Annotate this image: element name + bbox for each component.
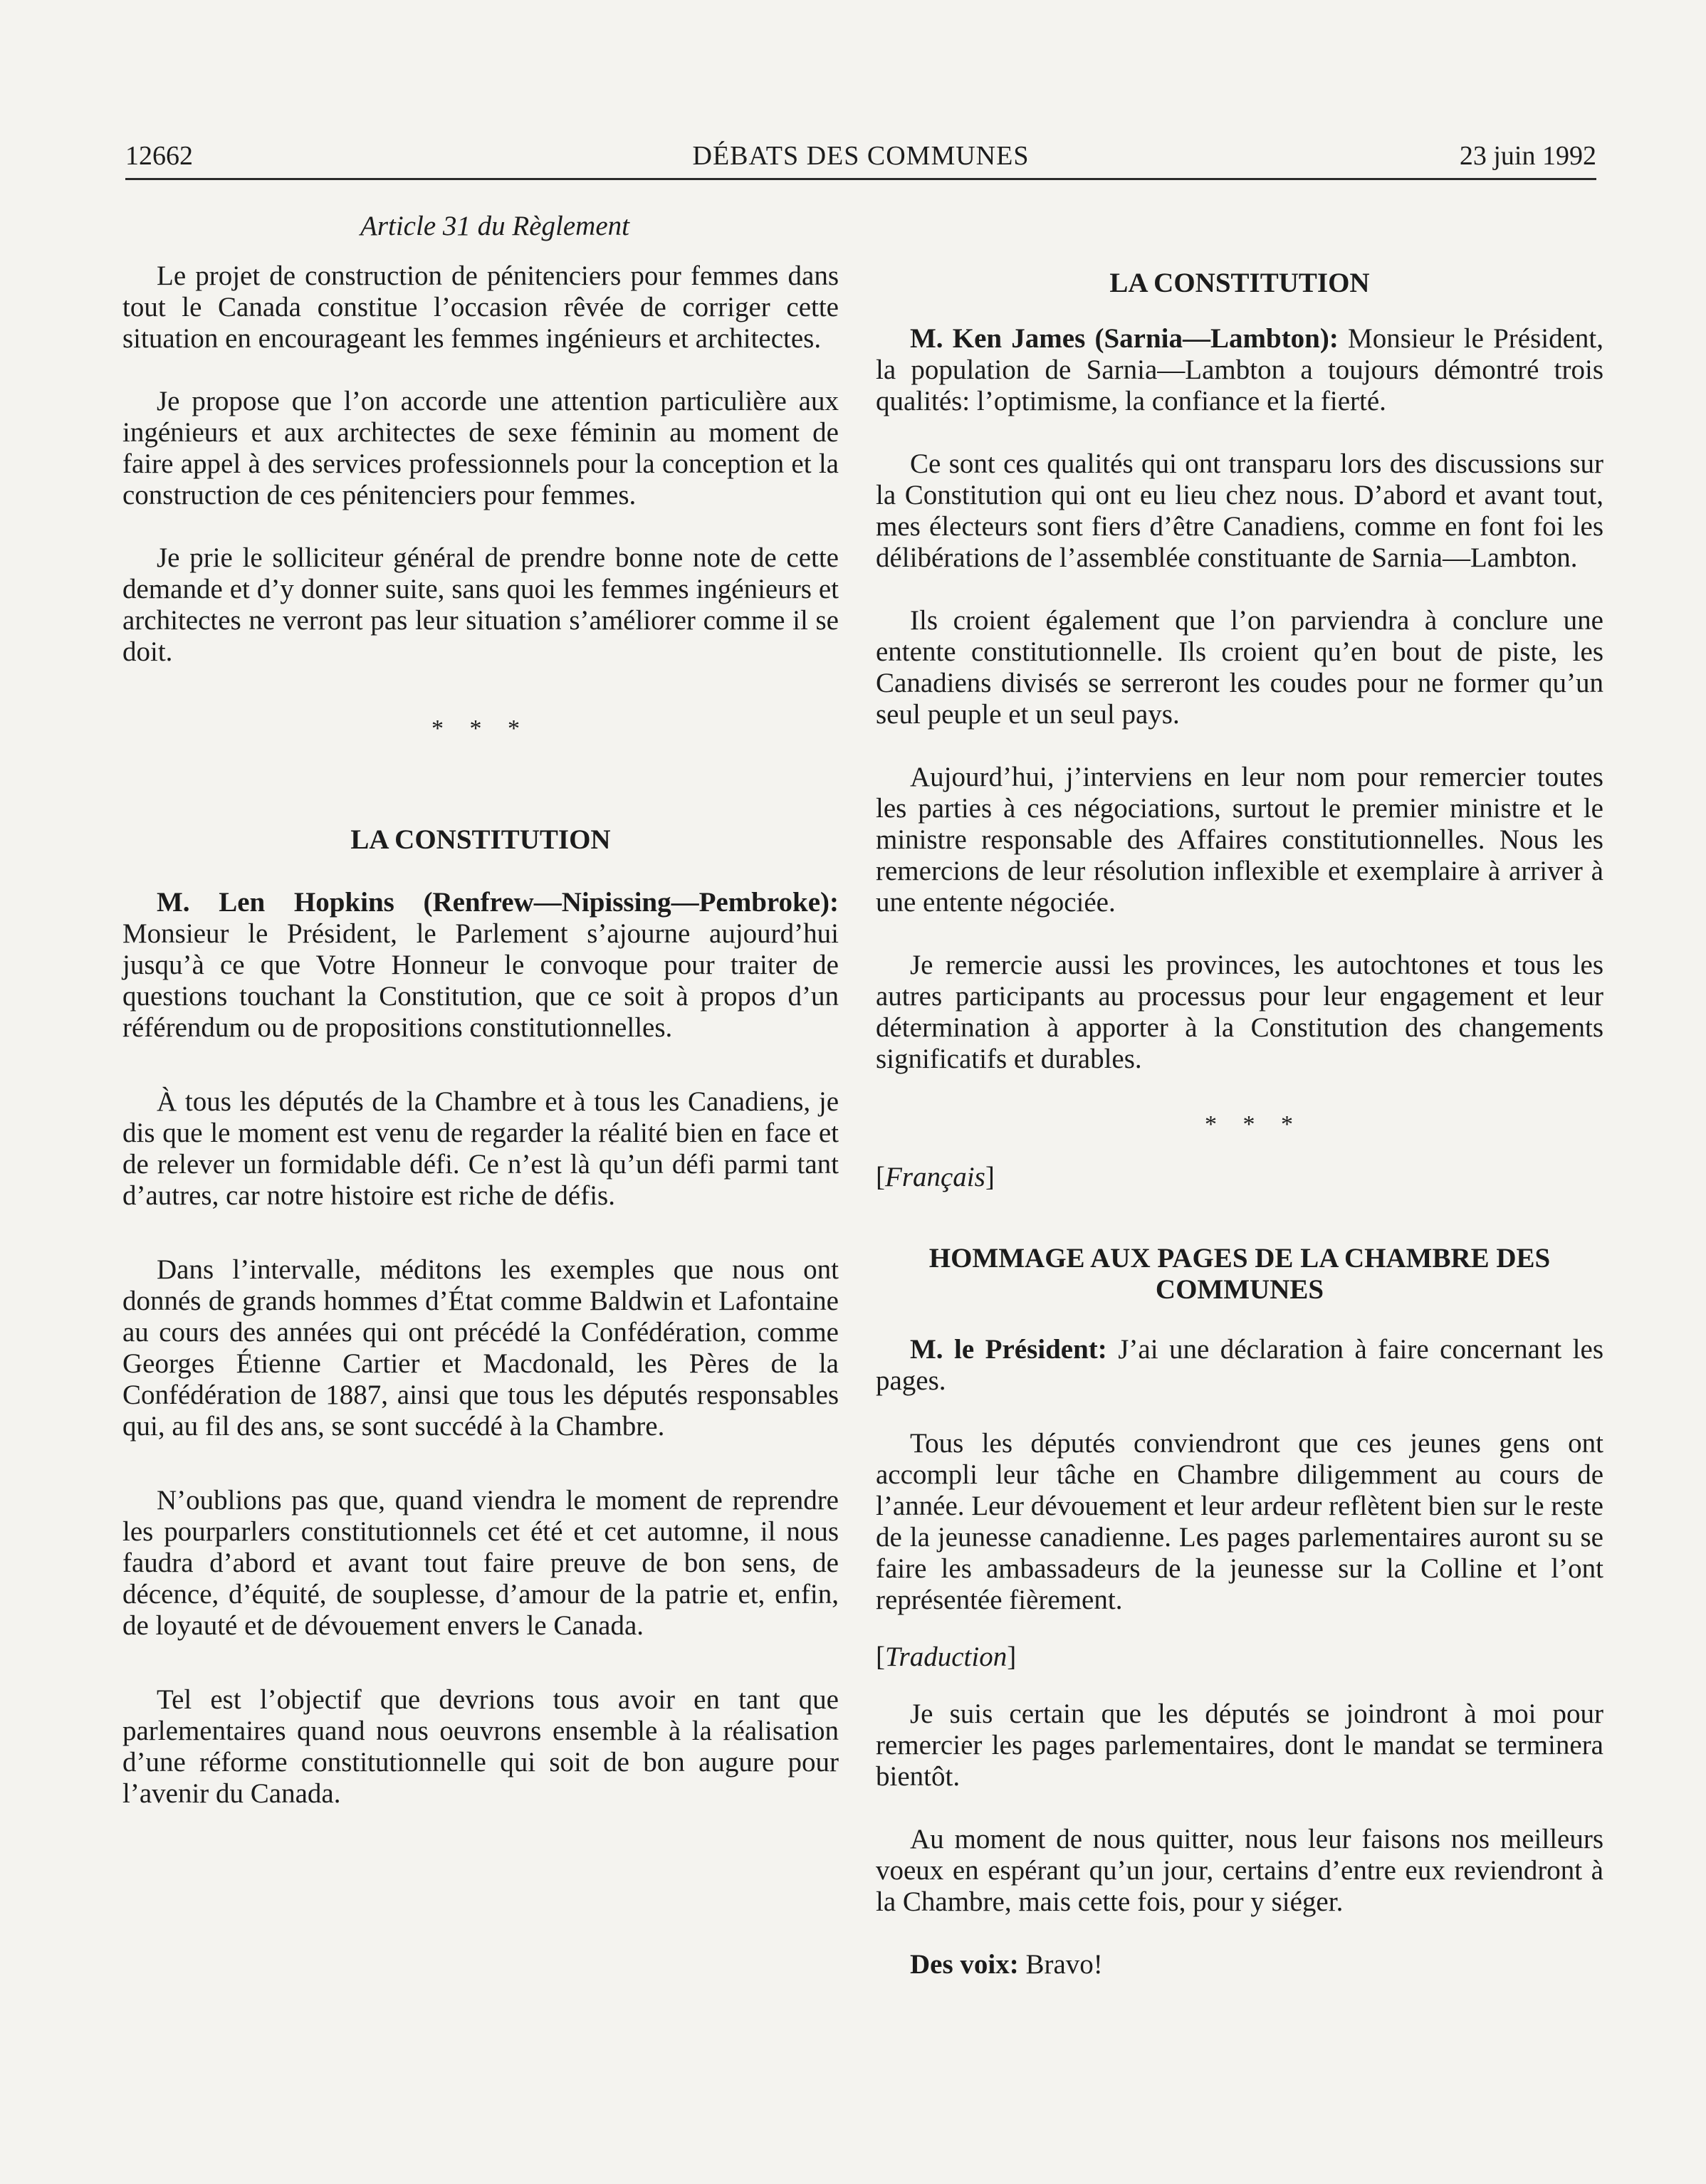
speech-text: Monsieur le Président, le Parlement s’ajourne aujourd’hui jusqu’à ce que Votre Honneur le convoque pour traiter de questions touchant la Constitution, que ce soit à propos d’un référendum ou de propositions constitutionnelles. (122, 918, 839, 1043)
right-column (876, 211, 1603, 1980)
paragraph: Le projet de construction de pénitenciers pour femmes dans tout le Canada constitue l’occasion rêvée de corriger cette situation en encourageant les femmes ingénieurs et architectes. (122, 261, 839, 354)
paragraph: Je remercie aussi les provinces, les autochtones et tous les autres participants au processus pour leur engagement et leur détermination à apporter à la Constitution des changements significatifs et durables. (876, 950, 1603, 1074)
speech-text: Monsieur le Président, la population de Sarnia—Lambton a toujours démontré trois qualités: l’optimisme, la confiance et la fierté. (876, 323, 1603, 416)
speech-paragraph (876, 1334, 1603, 1397)
paragraph: N’oublions pas que, quand viendra le moment de reprendre les pourparlers constitutionnels cet été et cet automne, il nous faudra d’abord et avant tout faire preuve de bon sens, de décence, d’équité, de souplesse, d’amour de la patrie et, enfin, de loyauté et de dévouement envers le Canada. (122, 1485, 839, 1641)
left-column (122, 211, 839, 1810)
speech-paragraph (876, 323, 1603, 417)
rule-reference: Article 31 du Règlement (360, 211, 629, 241)
publication-title: DÉBATS DES COMMUNES (692, 141, 1030, 171)
language-note: [Traduction] (876, 1642, 1017, 1672)
speaker-name: M. le Président: (910, 1334, 1107, 1365)
header-rule (125, 178, 1596, 180)
speaker-name: M. Len Hopkins (Renfrew—Nipissing—Pembroke): (157, 887, 839, 918)
page-number: 12662 (125, 141, 193, 171)
paragraph: Je prie le solliciteur général de prendre bonne note de cette demande et d’y donner suite, sans quoi les femmes ingénieurs et architectes ne verront pas leur situation s’améliorer comme il se doit. (122, 542, 839, 667)
speech-paragraph (122, 887, 839, 1044)
language-note: [Français] (876, 1162, 995, 1192)
paragraph: Ce sont ces qualités qui ont transparu lors des discussions sur la Constitution qui ont eu lieu chez nous. D’abord et avant tout, mes électeurs sont fiers d’être Canadiens, comme en font foi les délibérations de l’assemblée constituante de Sarnia—Lambton. (876, 448, 1603, 573)
paragraph: Ils croient également que l’on parviendra à conclure une entente constitutionnelle. Ils croient qu’en bout de piste, les Canadiens divisés se serreront les coudes pour ne former qu’un seul peuple et un seul pays. (876, 605, 1603, 730)
paragraph: Tel est l’objectif que devrions tous avoir en tant que parlementaires quand nous oeuvrons ensemble à la réalisation d’une réforme constitutionnelle qui soit de bon augure pour l’avenir du Canada. (122, 1684, 839, 1809)
speech-text: Bravo! (1018, 1949, 1103, 1980)
speech-text: J’ai une déclaration à faire concernant les pages. (876, 1334, 1604, 1396)
language-label: Traduction (885, 1642, 1008, 1672)
section-separator: * * * (1205, 1111, 1303, 1138)
speaker-name: M. Ken James (Sarnia—Lambton): (910, 323, 1339, 354)
paragraph: Au moment de nous quitter, nous leur faisons nos meilleurs voeux en espérant qu’un jour, certains d’entre eux reviendront à la Chambre, mais cette fois, pour y siéger. (876, 1824, 1603, 1917)
paragraph: Je propose que l’on accorde une attention particulière aux ingénieurs et aux architectes de sexe féminin au moment de faire appel à des services professionnels pour la conception et la construction de ces pénitenciers pour femmes. (122, 386, 839, 510)
publication-date: 23 juin 1992 (1459, 141, 1596, 171)
section-heading: LA CONSTITUTION (350, 824, 611, 855)
paragraph: Je suis certain que les députés se joindront à moi pour remercier les pages parlementaires, dont le mandat se terminera bientôt. (876, 1699, 1603, 1792)
page-header (125, 134, 1596, 178)
speech-paragraph (876, 1949, 1603, 1980)
paragraph: Tous les députés conviendront que ces jeunes gens ont accompli leur tâche en Chambre diligemment au cours de l’année. Leur dévouement et leur ardeur reflètent bien sur le reste de la jeunesse canadienne. Les pages parlementaires auront su se faire les ambassadeurs de la jeunesse sur la Colline et l’ont représentée fièrement. (876, 1428, 1603, 1615)
section-separator: * * * (431, 715, 530, 742)
paragraph: Aujourd’hui, j’interviens en leur nom pour remercier toutes les parties à ces négociations, surtout le premier ministre et le ministre responsable des Affaires constitutionnelles. Nous les remercions de leur résolution inflexible et exemplaire à arriver à une entente négociée. (876, 762, 1603, 918)
speaker-name: Des voix: (910, 1949, 1019, 1980)
paragraph: Dans l’intervalle, méditons les exemples que nous ont donnés de grands hommes d’État comme Baldwin et Lafontaine au cours des années qui ont précédé la Confédération, comme Georges Étienne Cartier et Macdonald, les Pères de la Confédération de 1887, ainsi que tous les députés responsables qui, au fil des ans, se sont succédé à la Chambre. (122, 1254, 839, 1442)
section-heading: LA CONSTITUTION (1109, 268, 1370, 298)
language-label: Français (885, 1162, 985, 1192)
paragraph: À tous les députés de la Chambre et à tous les Canadiens, je dis que le moment est venu de regarder la réalité bien en face et de relever un formidable défi. Ce n’est là qu’un défi parmi tant d’autres, car notre histoire est riche de défis. (122, 1086, 839, 1211)
section-heading: HOMMAGE AUX PAGES DE LA CHAMBRE DES COMMUNES (928, 1243, 1551, 1305)
